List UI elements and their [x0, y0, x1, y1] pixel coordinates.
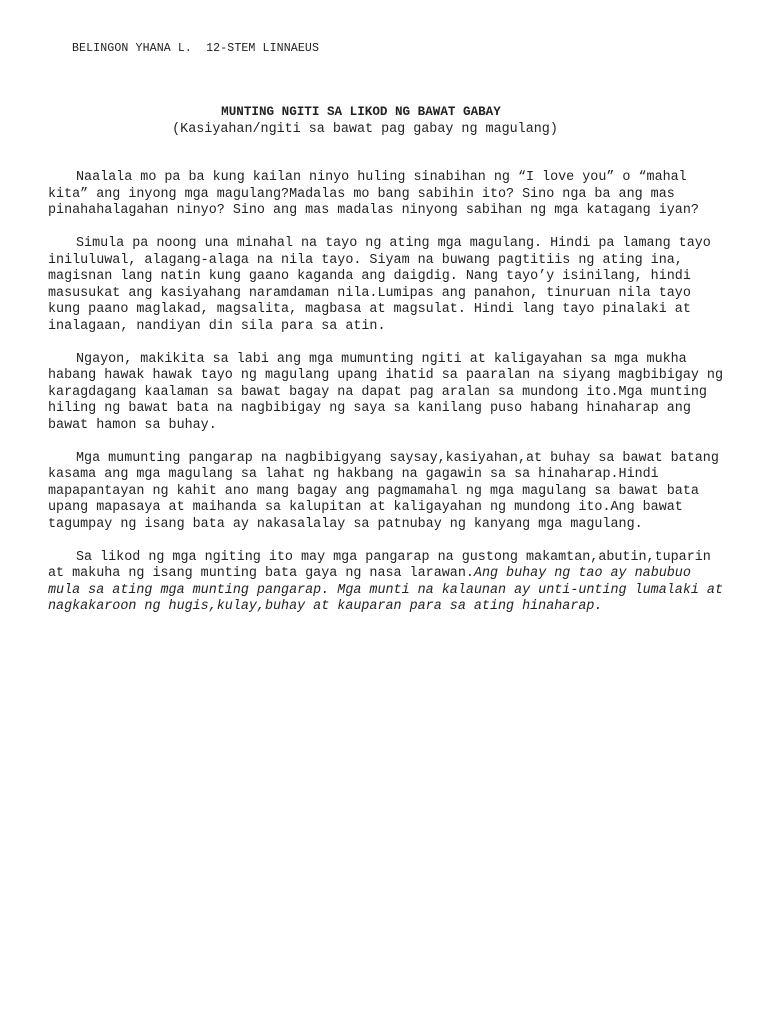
document-title: MUNTING NGITI SA LIKOD NG BAWAT GABAY	[221, 105, 501, 119]
paragraph-4: Mga mumunting pangarap na nagbibigyang saysay,kasiyahan,at buhay sa bawat batang kasama ang mga magulang sa lahat ng hakbang na gagawin sa sa hinaharap.Hindi mapapantayan ng kahit ano mang bagay ang pagmamahal ng mga magulang sa bawat bata upang mapasaya at maihanda sa kalupitan at kaligayahan ng mundong ito.Ang bawat tagumpay ng isang bata ay nakasalalay sa patnubay ng kanyang mga magulang.	[48, 450, 719, 532]
paragraph-5-normal-text: Sa likod ng mga ngiting ito may mga pangarap na gustong makamtan,abutin,tuparin at makuha ng isang munting bata gaya ng nasa larawan.	[48, 549, 711, 581]
document-body	[48, 170, 728, 632]
author-line: BELINGON YHANA L. 12-STEM LINNAEUS	[72, 42, 320, 55]
paragraph-2: Simula pa noong una minahal na tayo ng ating mga magulang. Hindi pa lamang tayo iniluluwal, alagang-alaga na nila tayo. Siyam na buwang pagtitiis ng ating ina, magisnan lang natin kung gaano kaganda ang daigdig. Nang tayo’y isinilang, hindi masusukat ang kasiyahang naramdaman nila.Lumipas ang panahon, tinuruan nila tayo kung paano maglakad, magsalita, magbasa at magsulat. Hindi lang tayo pinalaki at inalagaan, nandiyan din sila para sa atin.	[48, 236, 711, 334]
paragraph-5-italic-text: Ang buhay ng tao ay nabubuo mula sa ating mga munting pangarap. Mga munti na kalaunan ay unti-unting lumalaki at nagkakaroon ng hugis,kulay,buhay at kauparan para sa ating hinaharap.	[48, 566, 723, 614]
paragraph-3: Ngayon, makikita sa labi ang mga mumunting ngiti at kaligayahan sa mga mukha habang hawak hawak tayo ng magulang upang ihatid sa paaralan na siyang magbibigay ng karagdagang kaalaman sa bawat bagay na dapat pag aralan sa mundong ito.Mga munting hiling ng bawat bata na nagbibigay ng saya sa kanilang puso habang hinaharap ang bawat hamon sa buhay.	[48, 351, 723, 433]
paragraph-5	[48, 550, 728, 616]
document-subtitle: (Kasiyahan/ngiti sa bawat pag gabay ng magulang)	[172, 122, 558, 137]
paragraph-1: Naalala mo pa ba kung kailan ninyo huling sinabihan ng “I love you” o “mahal kita” ang inyong mga magulang?Madalas mo bang sabihin ito? Sino nga ba ang mas pinahahalagahan ninyo? Sino ang mas madalas ninyong sabihan ng mga katagang iyan?	[48, 170, 699, 218]
